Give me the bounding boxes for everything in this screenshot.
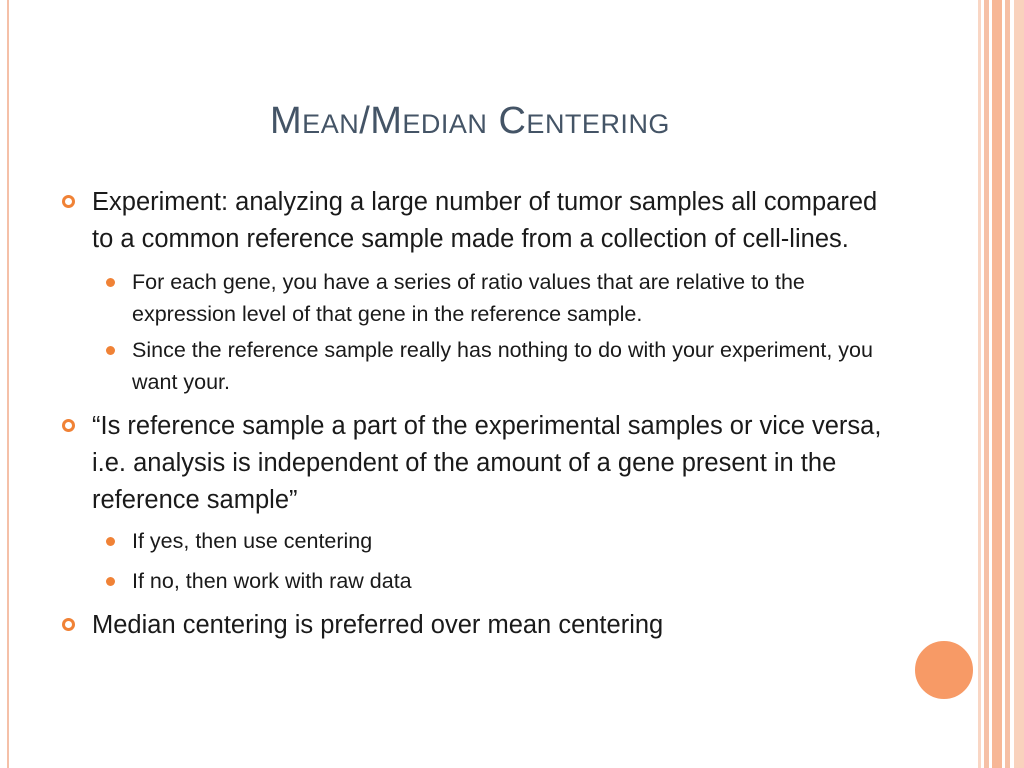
bullet-text: “Is reference sample a part of the experimental samples or vice versa, i.e. analysis is independent of the amount of a gene present in the reference sample” (92, 412, 882, 514)
bullet-item-3 (60, 607, 890, 644)
sub-bullet-text: If yes, then use centering (132, 529, 373, 553)
sub-bullet-text: If no, then work with raw data (132, 569, 412, 593)
sub-bullet-text: Since the reference sample really has nothing to do with your experiment, you want your. (132, 338, 873, 394)
sub-bullet-item (60, 266, 890, 330)
bullet-item-2 (60, 408, 890, 519)
sub-bullet-item (60, 565, 890, 597)
sub-bullet-item (60, 525, 890, 557)
dot-bullet-icon (106, 577, 115, 586)
decorative-circle (913, 639, 975, 701)
right-decorative-stripes (978, 0, 1024, 768)
bullet-list (60, 184, 890, 644)
circle-bullet-icon (62, 419, 75, 432)
sub-bullet-item (60, 334, 890, 398)
circle-bullet-icon (62, 195, 75, 208)
dot-bullet-icon (106, 537, 115, 546)
dot-bullet-icon (106, 278, 115, 287)
bullet-item-1 (60, 184, 890, 258)
bullet-text: Experiment: analyzing a large number of tumor samples all compared to a common reference sample made from a collection of cell-lines. (92, 188, 878, 253)
sub-bullet-text: For each gene, you have a series of ratio values that are relative to the expression level of that gene in the reference sample. (132, 270, 805, 326)
bullet-text: Median centering is preferred over mean centering (92, 611, 664, 639)
dot-bullet-icon (106, 346, 115, 355)
circle-bullet-icon (62, 618, 75, 631)
slide-title: Mean/Median Centering (270, 100, 670, 142)
